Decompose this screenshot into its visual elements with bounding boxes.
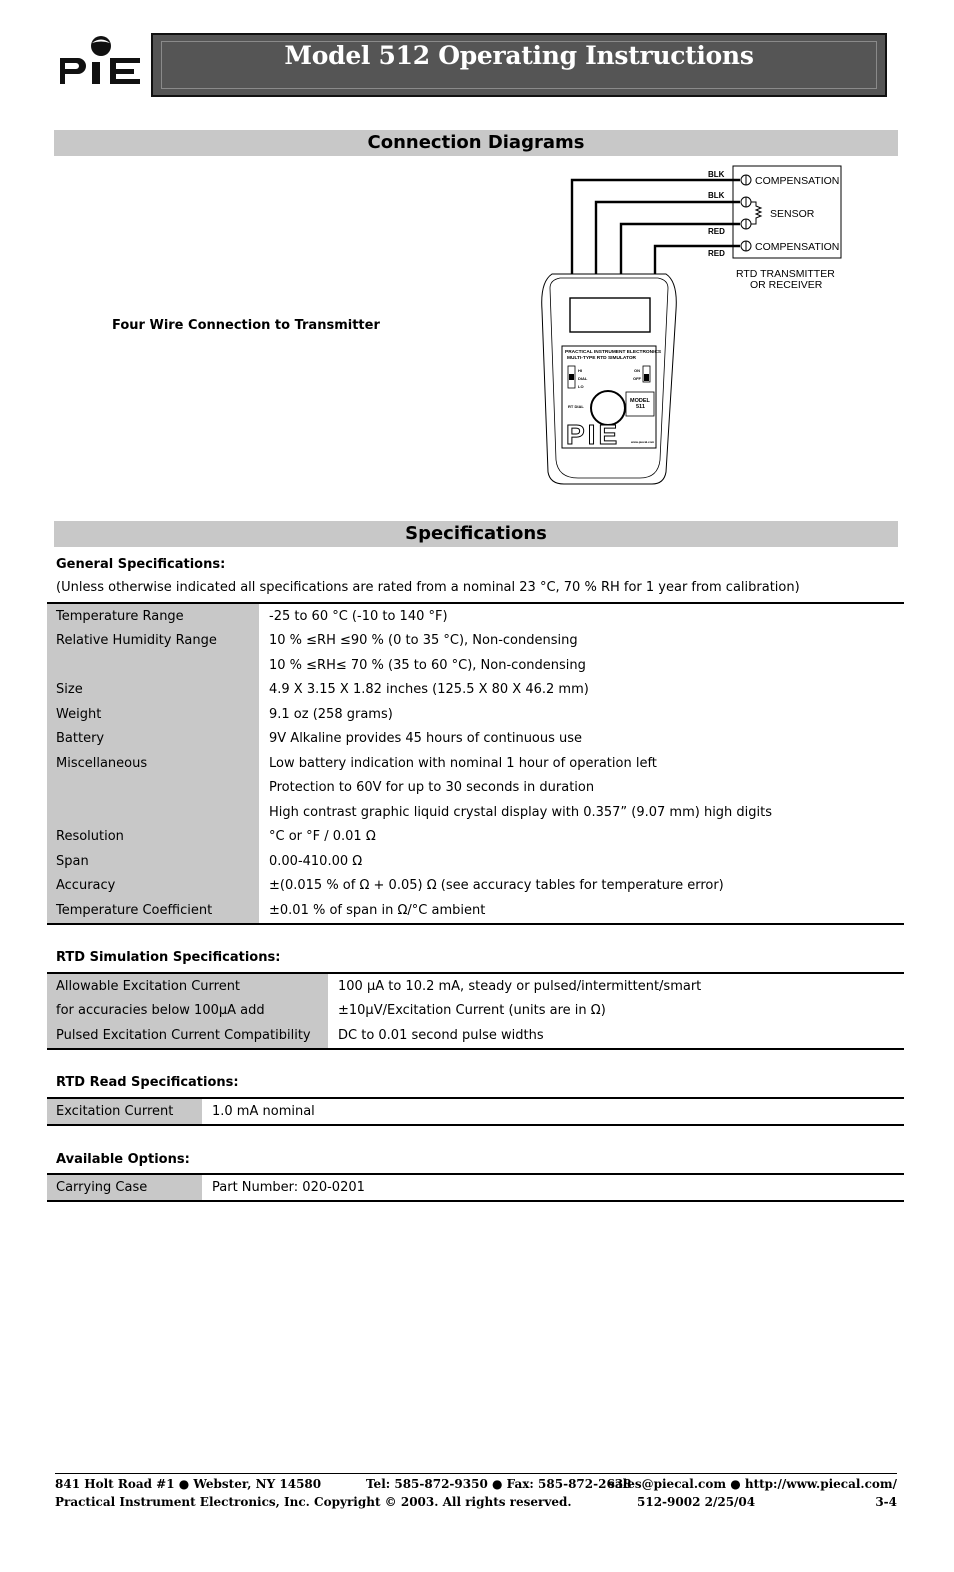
spec-value: 9V Alkaline provides 45 hours of continuous use bbox=[269, 731, 583, 747]
faceplate-logo: PIE bbox=[566, 419, 621, 450]
switch-label-off: OFF bbox=[633, 376, 641, 381]
faceplate-url: www.piecal.com bbox=[631, 440, 655, 444]
page-title: Model 512 Operating Instructions bbox=[284, 41, 754, 70]
general-specifications-table bbox=[47, 602, 904, 925]
table-row bbox=[47, 1023, 904, 1049]
table-row bbox=[47, 1098, 904, 1125]
table-row bbox=[47, 898, 904, 924]
spec-label: Span bbox=[47, 849, 259, 874]
diagram-caption: Four Wire Connection to Transmitter bbox=[112, 318, 380, 333]
spec-value: -25 to 60 °C (-10 to 140 °F) bbox=[269, 608, 448, 624]
spec-label: for accuracies below 100μA add bbox=[47, 999, 328, 1024]
spec-label: Allowable Excitation Current bbox=[47, 973, 328, 999]
four-wire-connection-diagram bbox=[530, 160, 860, 490]
footer-address: 841 Holt Road #1 ● Webster, NY 14580 bbox=[55, 1477, 322, 1491]
terminal-label-compensation-bottom: COMPENSATION bbox=[755, 241, 840, 253]
spec-value: 0.00-410.00 Ω bbox=[269, 853, 363, 869]
spec-label: Relative Humidity Range bbox=[47, 629, 259, 654]
spec-value: 10 % ≤RH≤ 70 % (35 to 60 °C), Non-condensing bbox=[269, 657, 586, 673]
terminal-label-sensor: SENSOR bbox=[770, 208, 815, 220]
connection-diagrams-heading: Connection Diagrams bbox=[54, 130, 898, 156]
spec-value: 100 μA to 10.2 mA, steady or pulsed/intermittent/smart bbox=[338, 978, 702, 994]
spec-value: High contrast graphic liquid crystal display with 0.357” (9.07 mm) high digits bbox=[269, 804, 773, 820]
spec-label: Carrying Case bbox=[47, 1174, 202, 1201]
table-row bbox=[47, 678, 904, 703]
spec-value: Part Number: 020-0201 bbox=[212, 1179, 365, 1195]
faceplate-product: MULTI-TYPE RTD SIMULATOR bbox=[567, 356, 637, 361]
spec-label bbox=[47, 800, 259, 825]
footer-phone: Tel: 585-872-9350 ● Fax: 585-872-2638 bbox=[366, 1477, 632, 1491]
table-row bbox=[47, 751, 904, 776]
instrument-lcd-window bbox=[570, 298, 650, 332]
spec-value: Low battery indication with nominal 1 hour of operation left bbox=[269, 755, 657, 771]
spec-value: ±0.01 % of span in Ω/°C ambient bbox=[269, 902, 486, 918]
spec-label: Temperature Coefficient bbox=[47, 898, 259, 924]
table-row bbox=[47, 800, 904, 825]
switch-label-dial: DIAL bbox=[578, 376, 588, 381]
spec-label bbox=[47, 776, 259, 801]
footer-doc-number: 512-9002 2/25/04 bbox=[637, 1495, 756, 1509]
table-row bbox=[47, 973, 904, 999]
table-row bbox=[47, 702, 904, 727]
available-options-table bbox=[47, 1173, 904, 1202]
spec-value: Protection to 60V for up to 30 seconds in duration bbox=[269, 780, 595, 796]
spec-value: 9.1 oz (258 grams) bbox=[269, 706, 393, 722]
table-row bbox=[47, 727, 904, 752]
spec-value: ±(0.015 % of Ω + 0.05) Ω (see accuracy tables for temperature error) bbox=[269, 878, 724, 894]
spec-label: Accuracy bbox=[47, 874, 259, 899]
switch-label-lo: LO bbox=[578, 384, 584, 389]
table-row bbox=[47, 603, 904, 629]
spec-label: Temperature Range bbox=[47, 603, 259, 629]
table-row bbox=[47, 825, 904, 850]
faceplate-model-number: 511 bbox=[636, 404, 645, 410]
table-row bbox=[47, 629, 904, 654]
table-row bbox=[47, 1174, 904, 1201]
page-footer bbox=[55, 1473, 897, 1509]
rtd-read-heading: RTD Read Specifications: bbox=[56, 1075, 239, 1090]
available-options-heading: Available Options: bbox=[56, 1152, 190, 1167]
rtd-simulation-heading: RTD Simulation Specifications: bbox=[56, 950, 281, 965]
footer-copyright: Practical Instrument Electronics, Inc. Copyright © 2003. All rights reserved. bbox=[55, 1495, 572, 1509]
spec-value: °C or °F / 0.01 Ω bbox=[269, 829, 376, 845]
wire-label-blk-2: BLK bbox=[708, 191, 725, 200]
wire-label-red-1: RED bbox=[708, 227, 725, 236]
faceplate-brand: PRACTICAL INSTRUMENT ELECTRONICS bbox=[565, 350, 662, 355]
table-row bbox=[47, 874, 904, 899]
switch-label-hi: HI bbox=[578, 368, 582, 373]
rtd-read-table bbox=[47, 1097, 904, 1126]
spec-value: 10 % ≤RH ≤90 % (0 to 35 °C), Non-condensing bbox=[269, 633, 578, 649]
spec-label: Miscellaneous bbox=[47, 751, 259, 776]
spec-label: Weight bbox=[47, 702, 259, 727]
pie-logo bbox=[58, 34, 144, 90]
footer-contact[interactable]: sales@piecal.com ● http://www.piecal.com/ bbox=[608, 1477, 897, 1491]
device-label-line2: OR RECEIVER bbox=[750, 279, 823, 291]
switch-label-on: ON bbox=[634, 368, 640, 373]
general-specifications-heading: General Specifications: bbox=[56, 557, 226, 572]
sensor-resistor-symbol bbox=[751, 202, 761, 224]
spec-value: 4.9 X 3.15 X 1.82 inches (125.5 X 80 X 46.2 mm) bbox=[269, 682, 589, 698]
spec-label: Pulsed Excitation Current Compatibility bbox=[47, 1023, 328, 1049]
wire-label-red-2: RED bbox=[708, 249, 725, 258]
dial-label: RT DIAL bbox=[568, 404, 584, 409]
spec-label: Battery bbox=[47, 727, 259, 752]
specifications-heading: Specifications bbox=[54, 521, 898, 547]
table-row bbox=[47, 653, 904, 678]
spec-label: Size bbox=[47, 678, 259, 703]
table-row bbox=[47, 999, 904, 1024]
table-row bbox=[47, 849, 904, 874]
table-row bbox=[47, 776, 904, 801]
rtd-simulation-table bbox=[47, 972, 904, 1050]
spec-value: ±10μV/Excitation Current (units are in Ω) bbox=[338, 1003, 606, 1019]
title-banner bbox=[151, 33, 887, 97]
spec-label bbox=[47, 653, 259, 678]
spec-label: Excitation Current bbox=[47, 1098, 202, 1125]
general-specifications-note: (Unless otherwise indicated all specifications are rated from a nominal 23 °C, 70 % RH for 1 year from calibration) bbox=[56, 580, 800, 595]
wire-label-blk-1: BLK bbox=[708, 170, 725, 179]
spec-value: DC to 0.01 second pulse widths bbox=[338, 1027, 544, 1043]
spec-label: Resolution bbox=[47, 825, 259, 850]
terminal-label-compensation-top: COMPENSATION bbox=[755, 175, 840, 187]
device-label-line1: RTD TRANSMITTER bbox=[736, 268, 835, 280]
faceplate-model-label: MODEL bbox=[630, 398, 650, 404]
spec-value: 1.0 mA nominal bbox=[212, 1103, 315, 1119]
footer-page-number: 3-4 bbox=[875, 1495, 897, 1509]
